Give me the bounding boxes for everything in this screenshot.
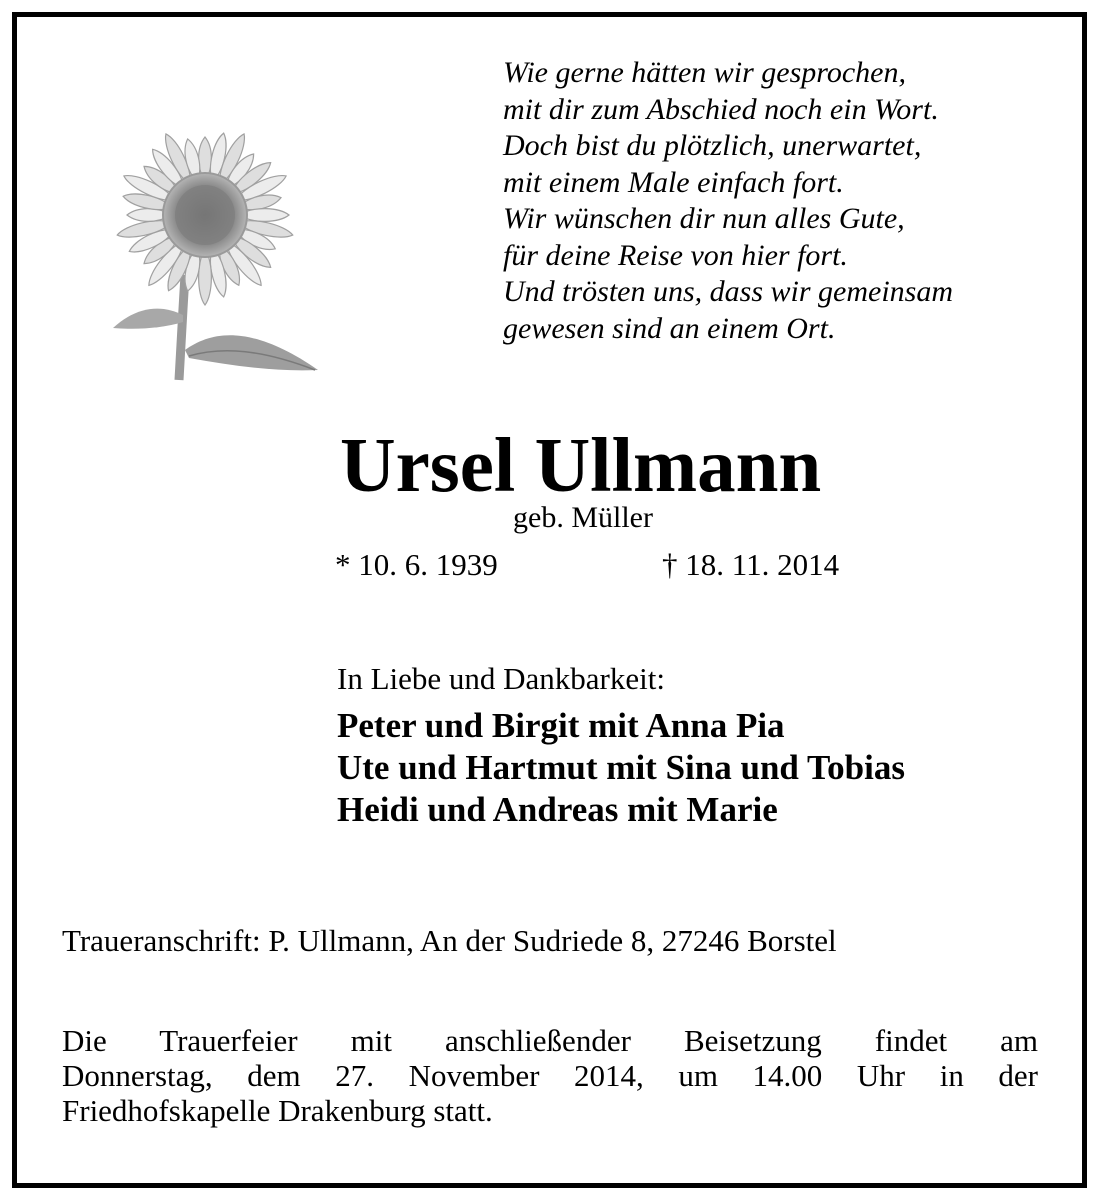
poem-line: für deine Reise von hier fort. bbox=[503, 238, 848, 272]
funeral-service-notice bbox=[62, 1023, 1038, 1128]
poem-line: mit einem Male einfach fort. bbox=[503, 165, 844, 199]
sunflower-icon bbox=[93, 100, 333, 390]
mourners-list bbox=[337, 705, 905, 831]
deceased-name: Ursel Ullmann bbox=[340, 422, 822, 508]
mourner-family: Ute und Hartmut mit Sina und Tobias bbox=[337, 748, 905, 787]
death-date: † 18. 11. 2014 bbox=[662, 547, 840, 582]
service-line: Donnerstag, dem 27. November 2014, um 14.00 Uhr in der bbox=[62, 1058, 1038, 1093]
poem bbox=[503, 55, 953, 347]
mourners-intro: In Liebe und Dankbarkeit: bbox=[337, 661, 665, 696]
poem-line: mit dir zum Abschied noch ein Wort. bbox=[503, 92, 939, 126]
mourner-family: Heidi und Andreas mit Marie bbox=[337, 790, 778, 829]
poem-line: Und trösten uns, dass wir gemeinsam bbox=[503, 275, 954, 308]
service-line: Friedhofskapelle Drakenburg statt. bbox=[62, 1093, 493, 1128]
poem-line: Wie gerne hätten wir gesprochen, bbox=[503, 56, 906, 89]
maiden-name: geb. Müller bbox=[513, 501, 653, 534]
birth-date: * 10. 6. 1939 bbox=[335, 547, 498, 582]
service-line: Die Trauerfeier mit anschließender Beisetzung findet am bbox=[62, 1023, 1038, 1058]
poem-line: Wir wünschen dir nun alles Gute, bbox=[503, 202, 905, 235]
poem-line: Doch bist du plötzlich, unerwartet, bbox=[503, 129, 922, 162]
mourner-family: Peter und Birgit mit Anna Pia bbox=[337, 706, 785, 745]
mourning-address: Traueranschrift: P. Ullmann, An der Sudriede 8, 27246 Borstel bbox=[62, 923, 837, 958]
poem-line: gewesen sind an einem Ort. bbox=[503, 311, 836, 345]
